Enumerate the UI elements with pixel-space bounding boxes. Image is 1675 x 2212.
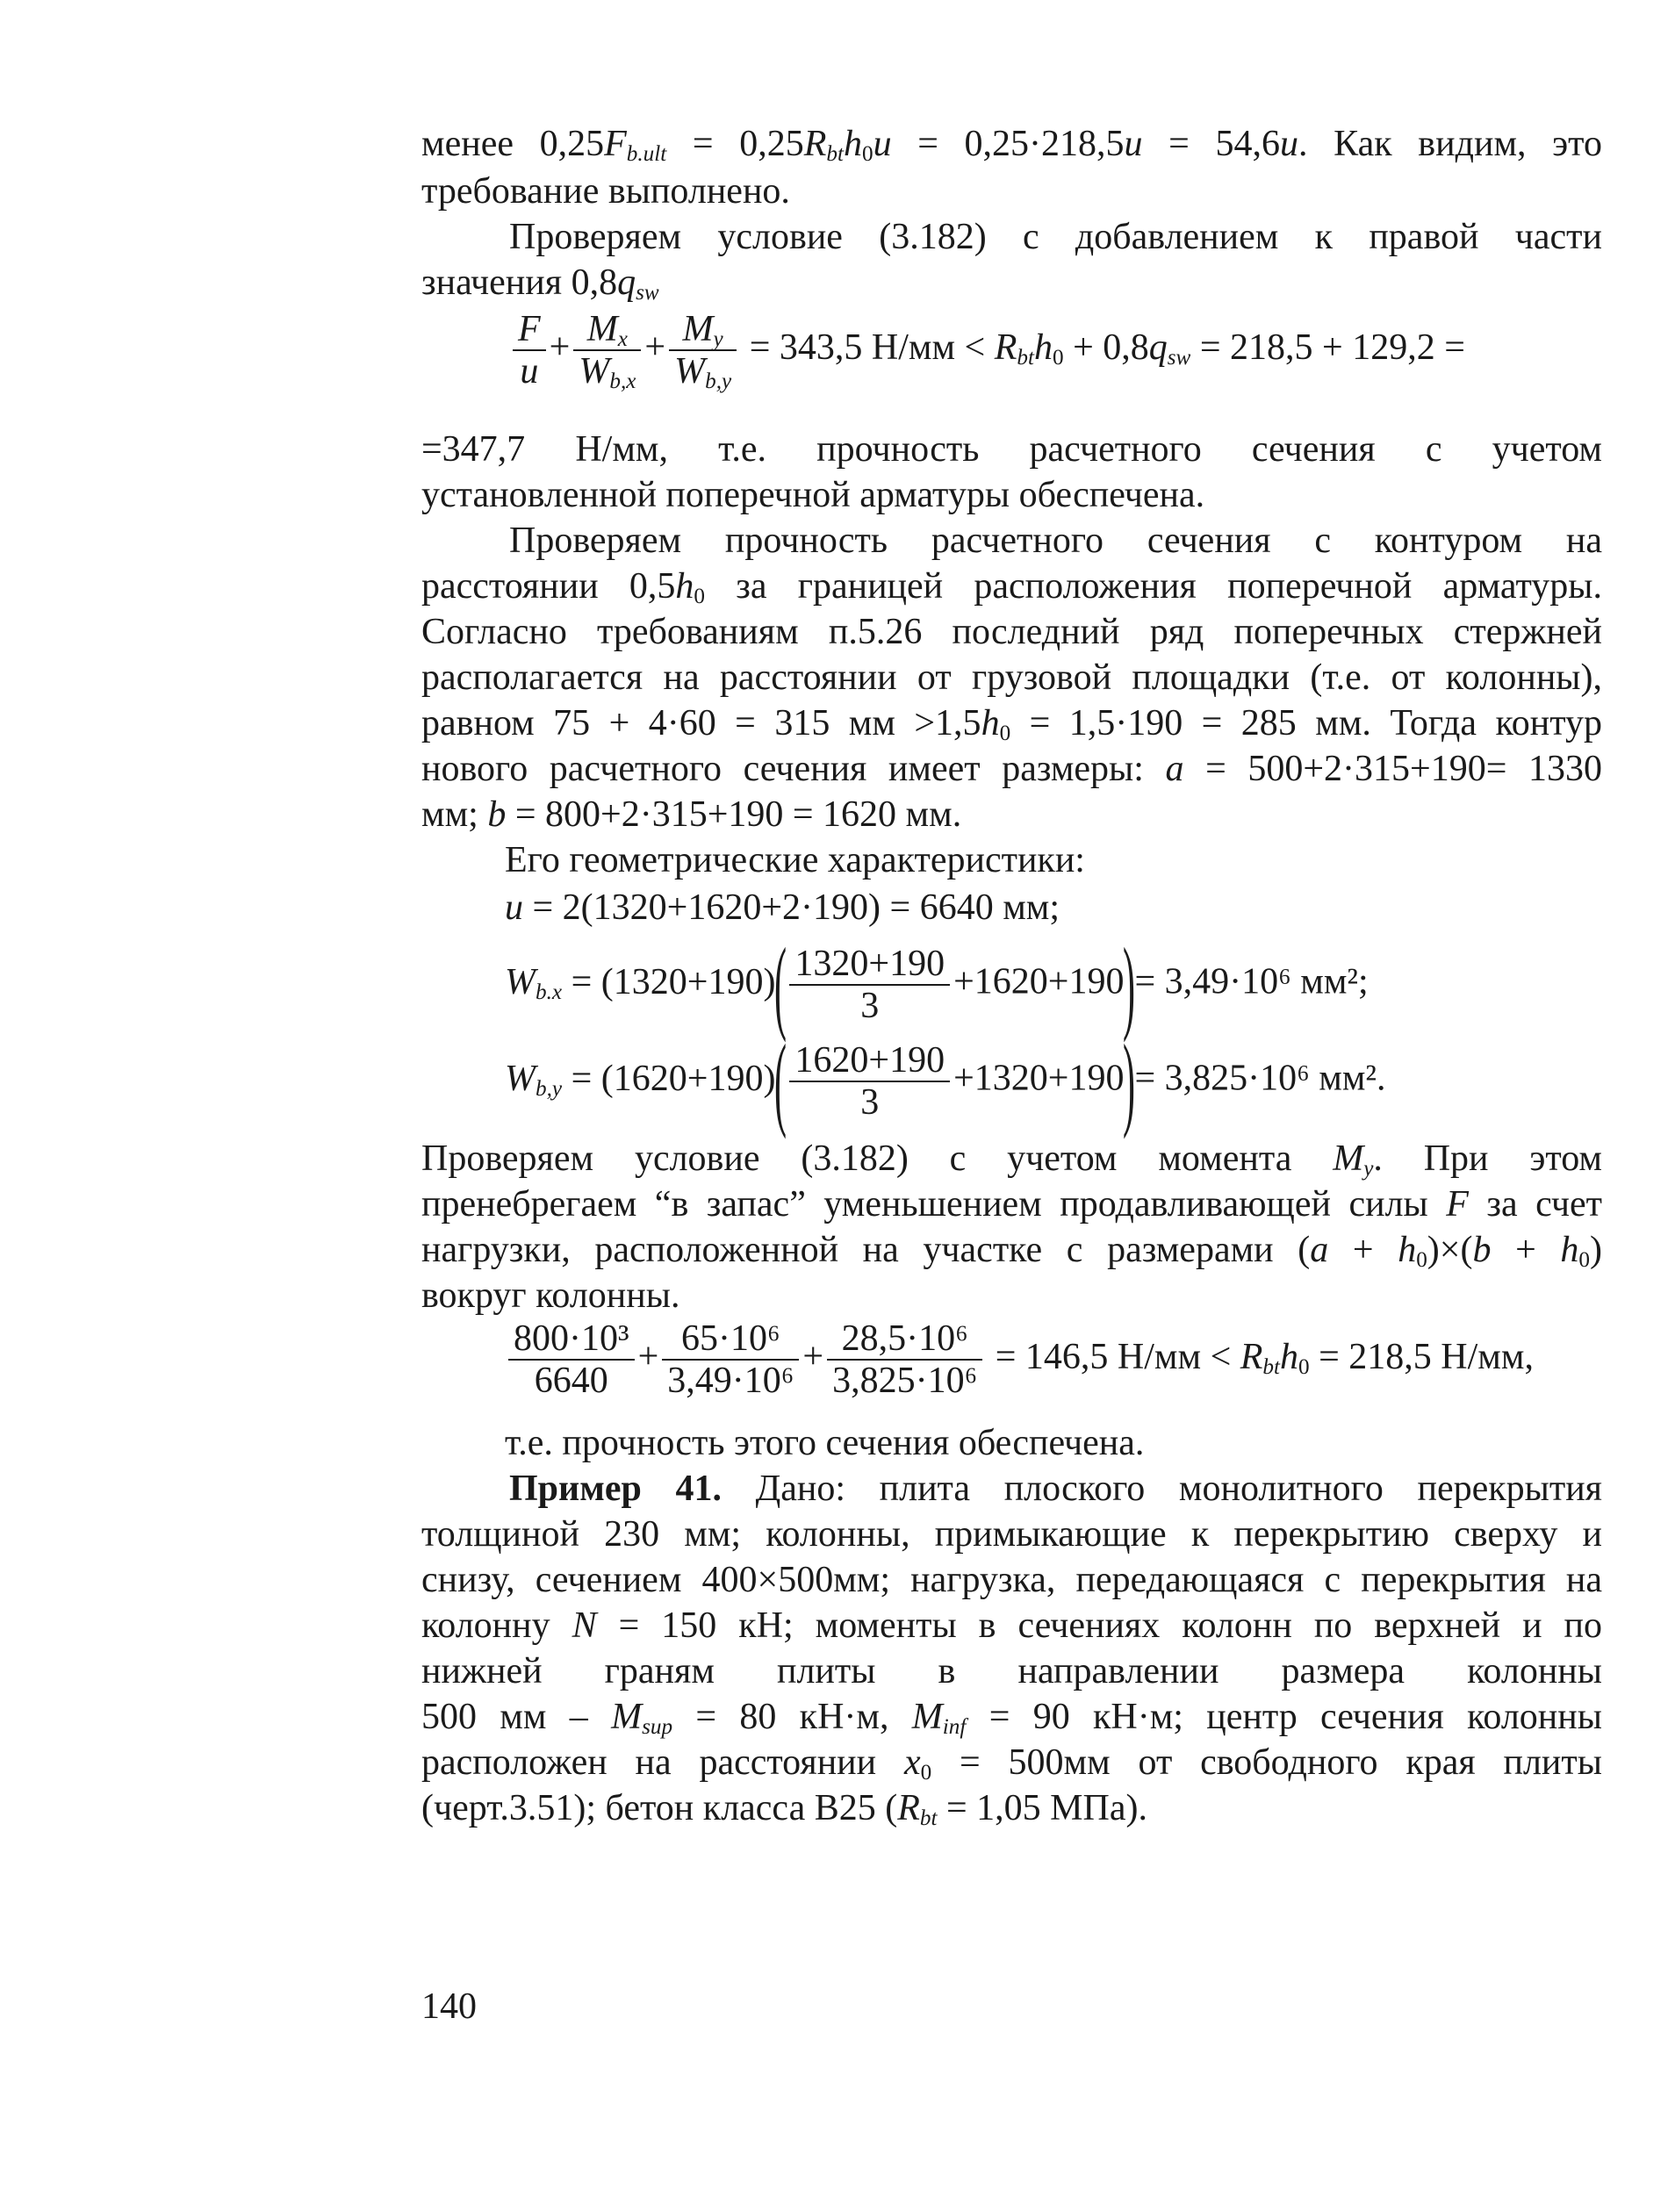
text-line-19: вокруг колонны. [421, 1275, 680, 1316]
text-line-27: расположен на расстоянии $x_0 = 500мм$ от свободного края плиты [421, 1742, 1602, 1785]
text-line-14: Его геометрические характеристики: [505, 840, 1085, 880]
text-line-8: расстоянии $0,5h_0$ за границей расположения поперечной арматуры. [421, 566, 1602, 608]
text-line-9: Согласно требованиям п.5.26 последний ряд поперечных стержней [421, 612, 1602, 652]
text-line-13: мм; b = 800+2·315+190 = 1620 мм. [421, 794, 962, 835]
text-line-6: установленной поперечной арматуры обеспечена. [421, 475, 1205, 515]
page-number: 140 [421, 1986, 477, 2027]
text-line-21: Пример 41. Дано: плита плоского монолитного перекрытия [509, 1469, 1602, 1509]
text-line-2: требование выполнено. [421, 171, 790, 212]
formula-wbx: $W_{b.x} = (1320+190)$( $\frac{1320+190}{3}$ +1620+190)= 3,49·10⁶ мм²; [505, 926, 1369, 1043]
text-line-10: располагается на расстоянии от грузовой площадки (т.е. от колонны), [421, 657, 1602, 698]
text-line-5: =347,7 Н/мм, т.е. прочность расчетного сечения с учетом [421, 429, 1602, 470]
text-line-28: (черт.3.51); бетон класса В25 ($R_{bt} = 1,05$ МПа). [421, 1788, 1147, 1830]
text-line-26: 500 мм – $M_{sup} = 80$ кН·м, $M_{inf} = 90$ кН·м; центр сечения колонны [421, 1697, 1602, 1739]
text-line-3: Проверяем условие (3.182) с добавлением к правой части [509, 217, 1602, 257]
text-line-4: значения $0,8q_{sw}$ [421, 262, 659, 305]
text-line-16: Проверяем условие (3.182) с учетом момента $M_y$. При этом [421, 1138, 1602, 1181]
text-line-23: снизу, сечением 400×500мм; нагрузка, передающаяся с перекрытия на [421, 1560, 1602, 1600]
text-line-1: менее $0,25F_{b.ult} = 0,25R_{bt}h_0u = 0,25\cdot 218,5u = 54,6u$. Как видим, это [421, 124, 1602, 166]
formula-3: $\frac{\text{800·10³}}{6640}$ + $\frac{\text{65·10⁶}}{\text{3,49·10⁶}}$ + $\frac{\text{28,5·10⁶}}{\text{3,825·10⁶}}$ = 146,5 $Н/мм < R_{bt}h_0 = 218,5$ Н/мм, [505, 1318, 1534, 1401]
text-line-20: т.е. прочность этого сечения обеспечена. [505, 1423, 1145, 1463]
text-line-12: нового расчетного сечения имеет размеры: a = 500+2·315+190= 1330 [421, 749, 1602, 789]
text-line-15: u = 2(1320+1620+2·190) = 6640 мм; [505, 887, 1060, 928]
formula-wby: $W_{b,y} = (1620+190)$( $\frac{1620+190}{3}$ +1320+190)= 3,825·10⁶ мм². [505, 1023, 1386, 1139]
text-line-22: толщиной 230 мм; колонны, примыкающие к перекрытию сверху и [421, 1514, 1602, 1555]
text-line-25: нижней граням плиты в направлении размера колонны [421, 1651, 1602, 1691]
text-line-7: Проверяем прочность расчетного сечения с контуром на [509, 521, 1602, 561]
formula-1: $\frac{F}{u}$ + $\frac{M_x}{W_{b,x}}$ + $\frac{M_y}{W_{b,y}}$ = 343,5 $Н/мм < R_{bt}h_0 + 0,8q_{sw} = 218,5 + 129,2$ = [509, 309, 1465, 391]
text-line-17: пренебрегаем “в запас” уменьшением продавливающей силы F за счет [421, 1184, 1602, 1224]
text-line-24: колонну N = 150 кН; моменты в сечениях колонн по верхней и по [421, 1605, 1602, 1646]
text-line-18: нагрузки, расположенной на участке с размерами $(a + h_0)\times(b + h_0)$ [421, 1230, 1603, 1272]
text-line-11: равном 75 + 4·60 = 315 мм $>1,5h_0 = 1,5\cdot 190 = 285$ мм. Тогда контур [421, 703, 1602, 745]
